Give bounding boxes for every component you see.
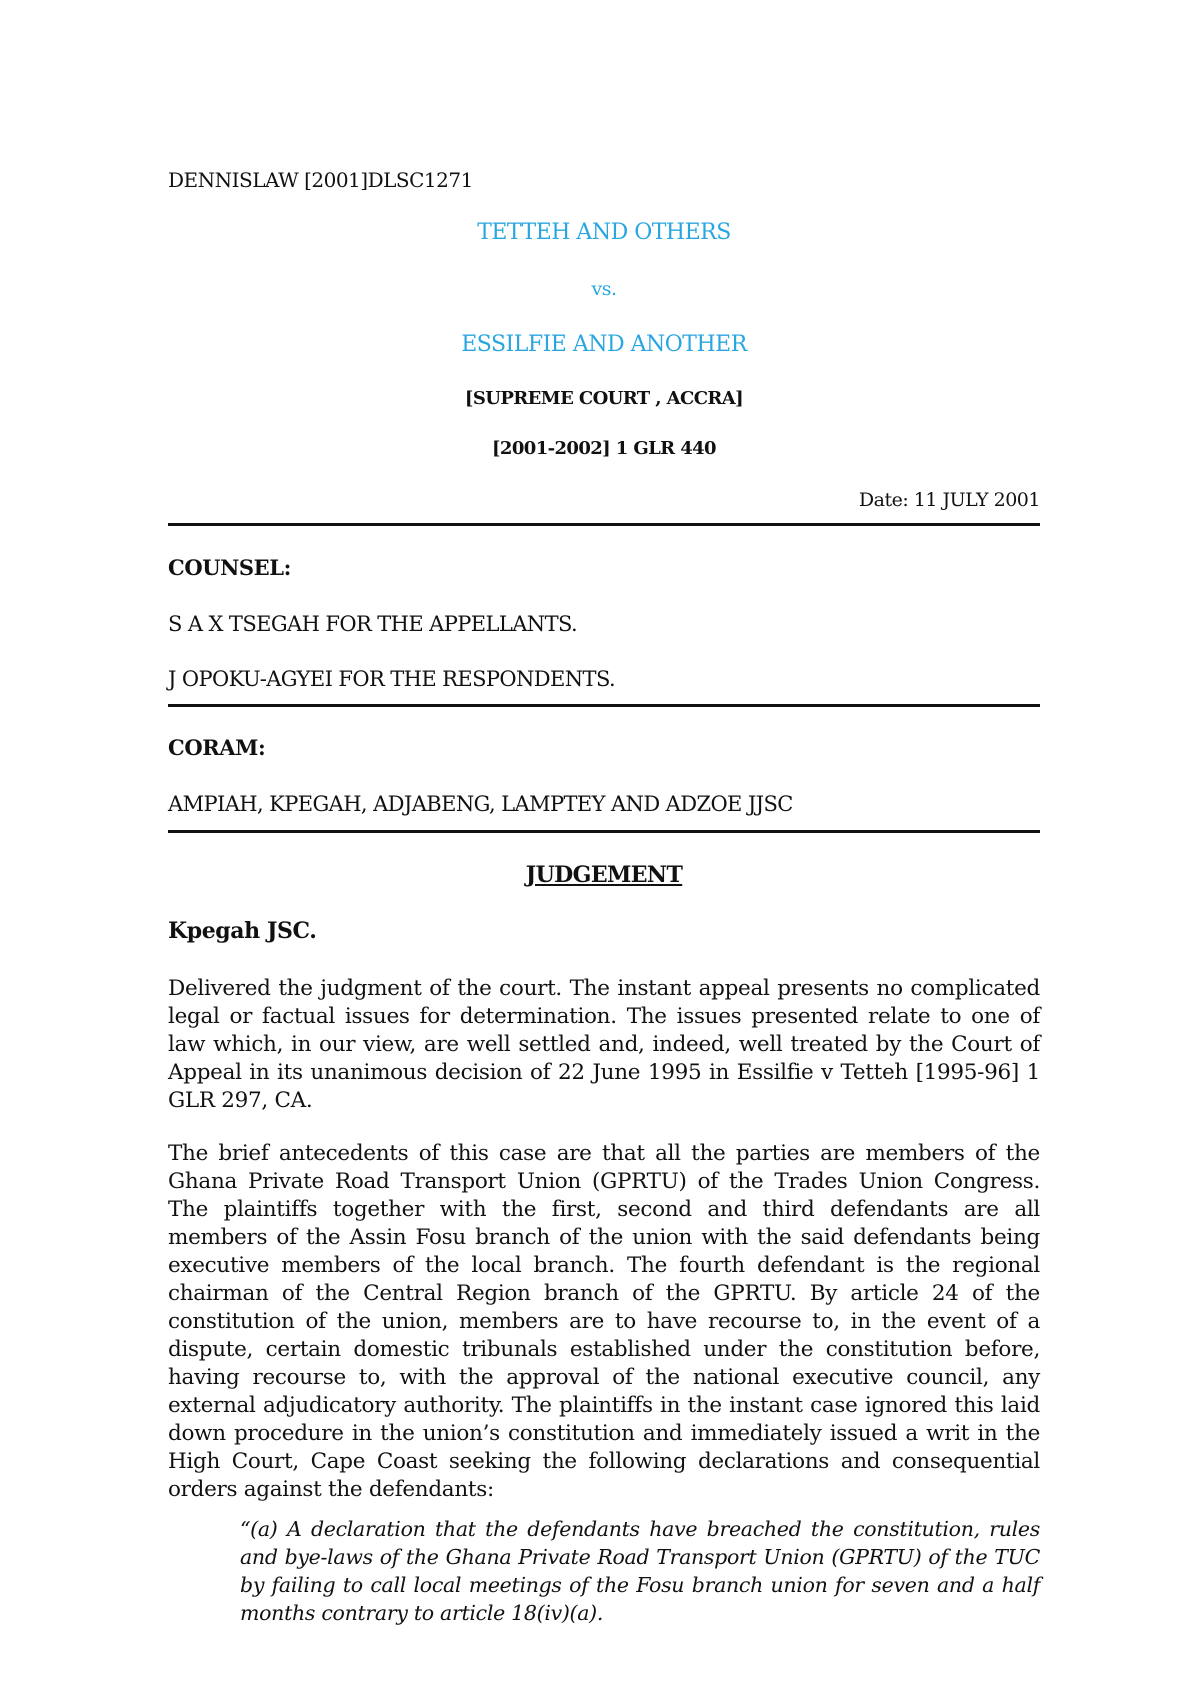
judge-name: Kpegah JSC. xyxy=(168,918,317,944)
party-one: TETTEH AND OTHERS xyxy=(477,220,731,245)
quoted-declaration: “(a) A declaration that the defendants have breached the constitution, rules and bye-laws of the Ghana Private Road Transport Union (GPRTU) of the TUC by failing to call local meetings of the Fosu branch union for seven and a half months contrary to article 18(iv)(a). xyxy=(240,1517,1040,1625)
divider-line xyxy=(168,523,1040,526)
paragraph-2: The brief antecedents of this case are that all the parties are members of the Ghana Private Road Transport Union (GPRTU) of the Trades Union Congress. The plaintiffs together with the first, second and third defendants are all members of the Assin Fosu branch of the union with the said defendants being executive members of the local branch. The fourth defendant is the regional chairman of the Central Region branch of the GPRTU. By article 24 of the constitution of the union, members are to have recourse to, in the event of a dispute, certain domestic tribunals established under the constitution before, having recourse to, with the approval of the national executive council, any external adjudicatory authority. The plaintiffs in the instant case ignored this laid down procedure in the union’s constitution and immediately issued a writ in the High Court, Cape Coast seeking the following declarations and consequential orders against the defendants: xyxy=(168,1141,1040,1502)
coram-heading: CORAM: xyxy=(168,735,266,760)
coram-judges: AMPIAH, KPEGAH, ADJABENG, LAMPTEY AND ADZOE JJSC xyxy=(168,792,793,816)
divider-line xyxy=(168,704,1040,707)
judgement-heading: JUDGEMENT xyxy=(525,862,683,888)
counsel-appellants: S A X TSEGAH FOR THE APPELLANTS. xyxy=(168,612,578,636)
court-name: [SUPREME COURT , ACCRA] xyxy=(464,388,744,409)
judgment-date: Date: 11 JULY 2001 xyxy=(858,489,1040,511)
party-two: ESSILFIE AND ANOTHER xyxy=(461,332,747,357)
counsel-heading: COUNSEL: xyxy=(168,555,292,580)
paragraph-1: Delivered the judgment of the court. The instant appeal presents no complicated legal or factual issues for determination. The issues presented relate to one of law which, in our view, are well settled and, indeed, well treated by the Court of Appeal in its unanimous decision of 22 June 1995 in Essilfie v Tetteh [1995-96] 1 GLR 297, CA. xyxy=(168,976,1040,1113)
counsel-respondents: J OPOKU-AGYEI FOR THE RESPONDENTS. xyxy=(168,667,616,691)
case-citation: DENNISLAW [2001]DLSC1271 xyxy=(168,168,473,192)
divider-line xyxy=(168,830,1040,833)
law-report-citation: [2001-2002] 1 GLR 440 xyxy=(492,438,716,459)
versus-label: vs. xyxy=(591,278,617,300)
